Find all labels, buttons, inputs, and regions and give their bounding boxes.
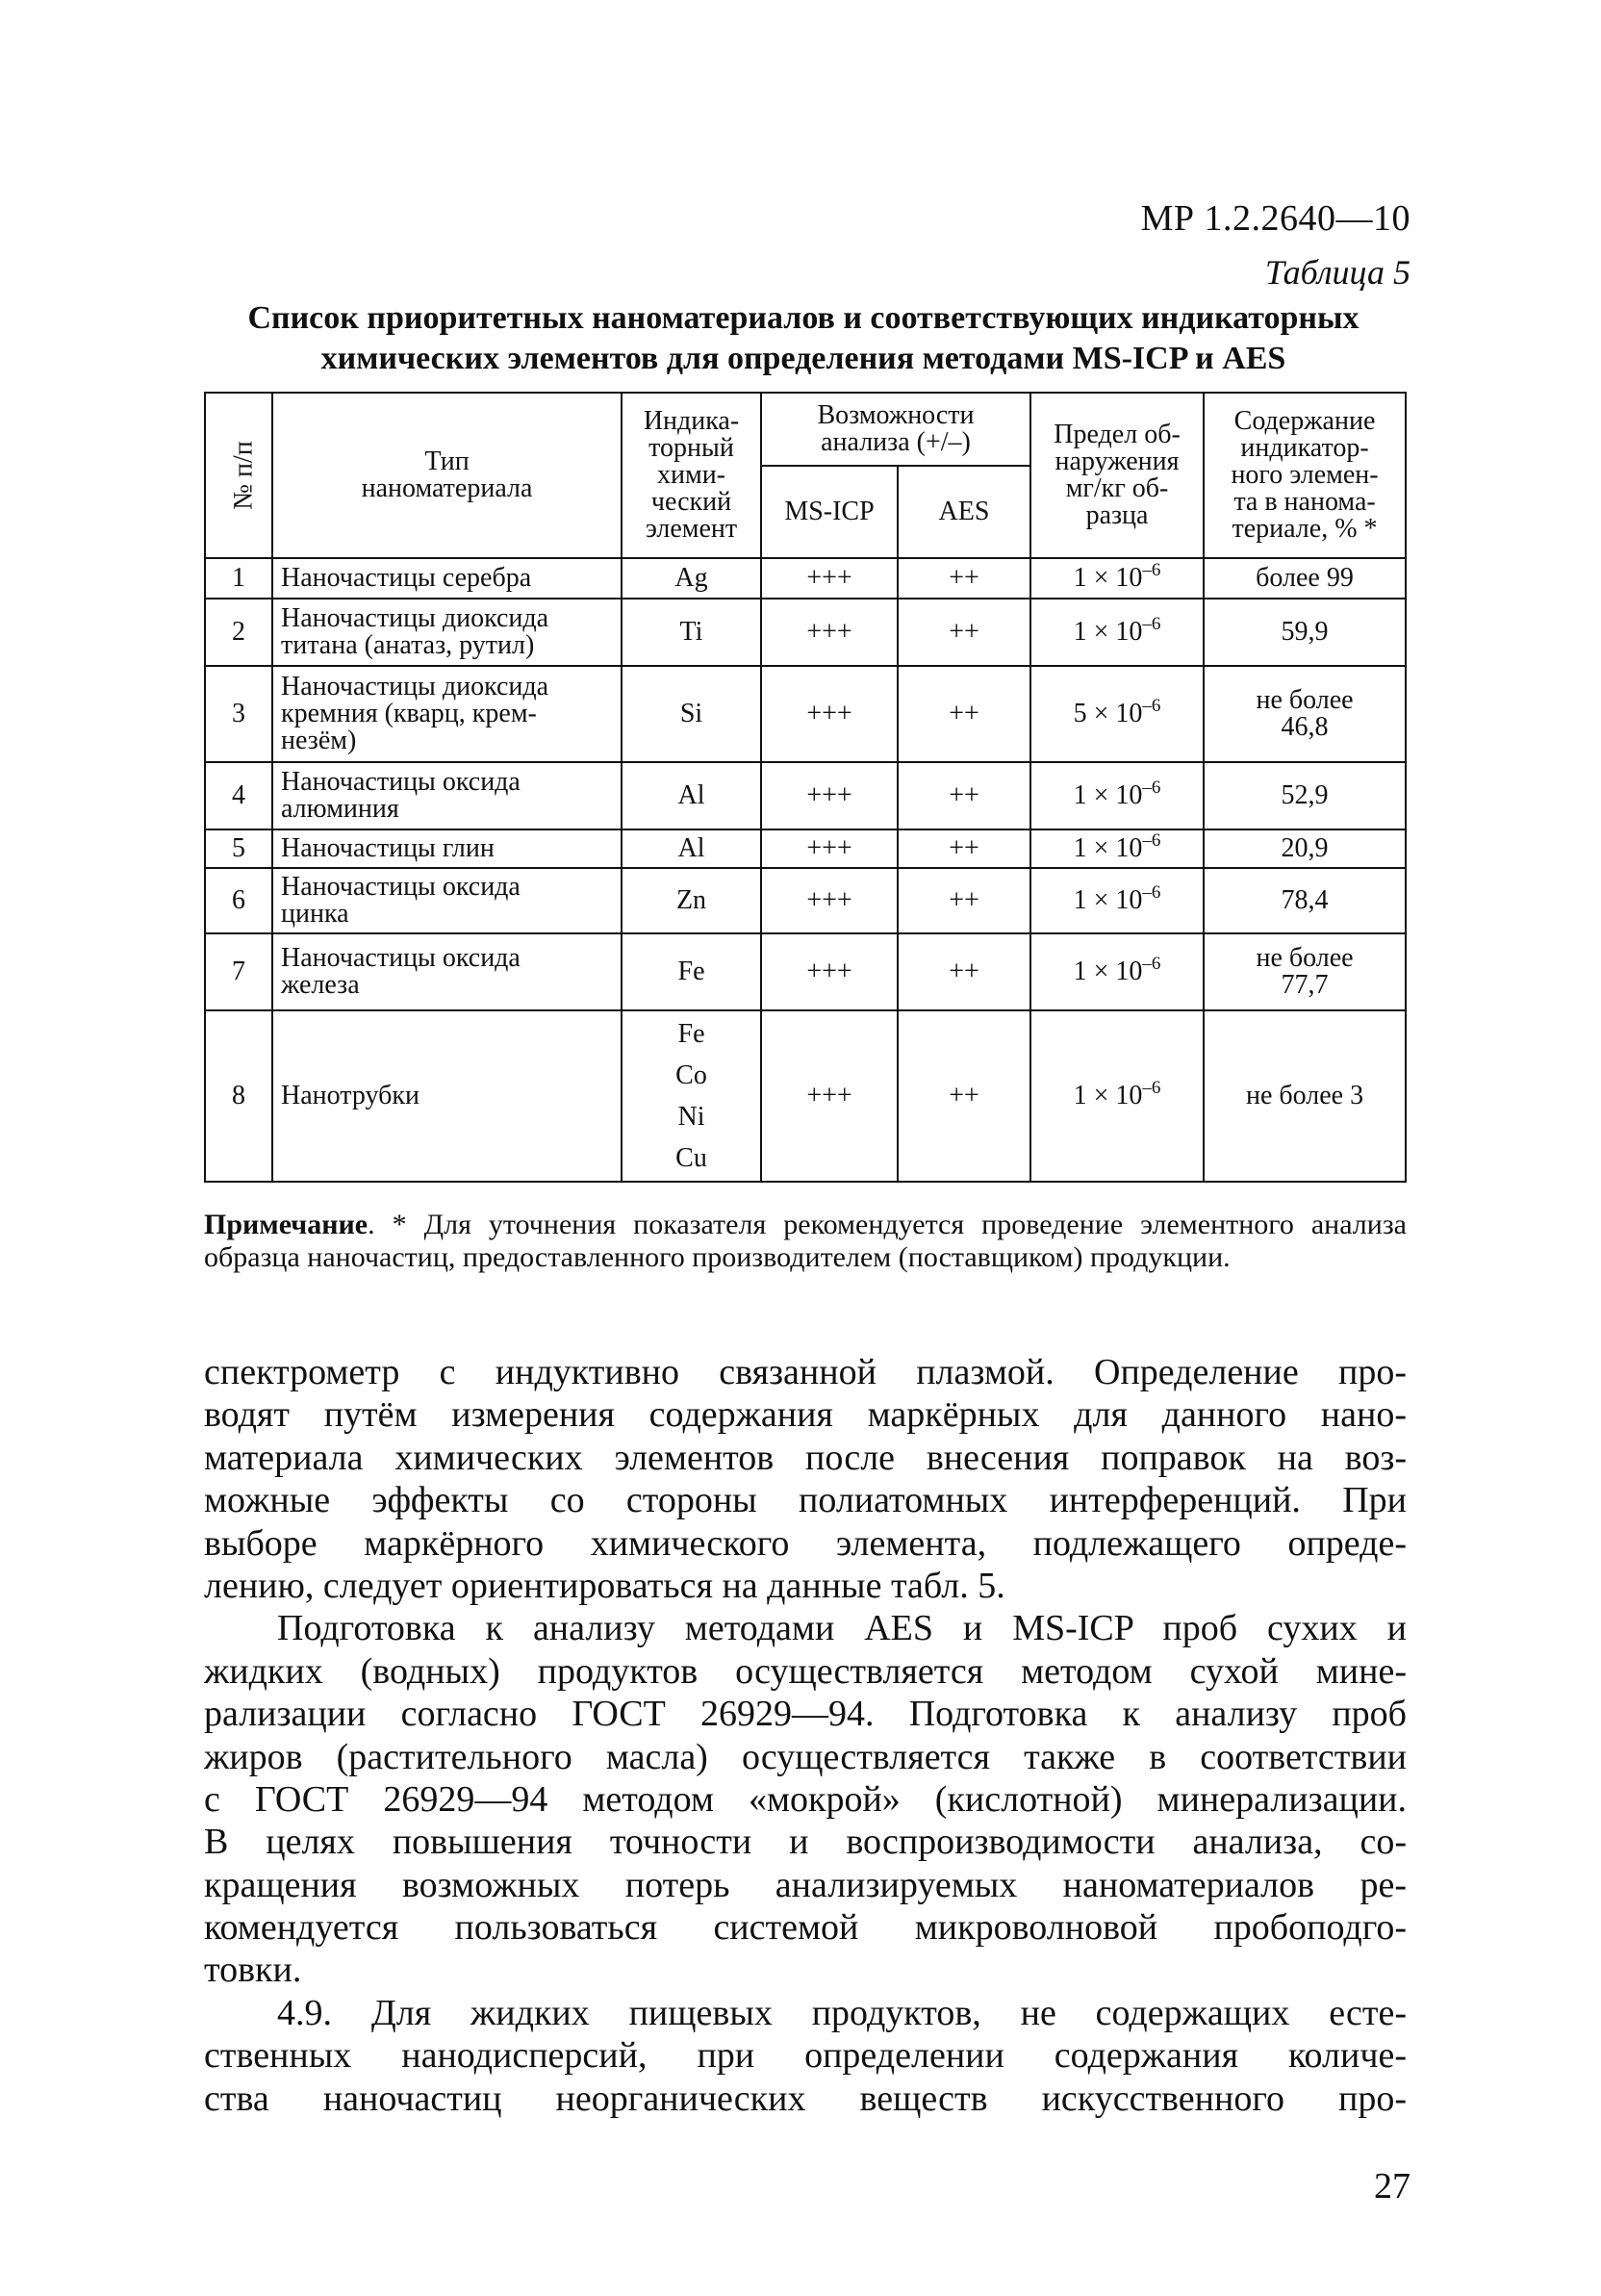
cell-name: Наночастицы оксида цинка [272,868,622,933]
cell-name: Наночастицы оксида алюминия [272,762,622,829]
body-line: комендуется пользоваться системой микроволновой пробоподго- [204,1907,1407,1949]
header-indicator: Индика- торный хими- ческий элемент [622,393,761,558]
table-row [205,558,1406,599]
cell-name: Наночастицы глин [272,829,622,868]
cell-aes: ++ [898,558,1030,599]
cell-element: Ag [622,558,761,599]
cell-limit: $1 \times 10^{-6}$ [1030,1010,1204,1182]
cell-content: не более 3 [1204,1010,1406,1182]
cell-num: 2 [205,599,272,666]
cell-aes: ++ [898,933,1030,1010]
cell-num: 7 [205,933,272,1010]
table-row [205,762,1406,829]
header-type: Тип наноматериала [272,393,622,558]
body-line: материала химических элементов после внесения поправок на воз- [204,1437,1407,1478]
cell-num: 3 [205,666,272,762]
body-line: жидких (водных) продуктов осуществляется методом сухой мине- [204,1650,1407,1692]
cell-content: 59,9 [1204,599,1406,666]
body-line: Подготовка к анализу методами AES и MS-ICP проб сухих и [277,1608,1407,1649]
cell-name: Наночастицы диоксида титана (анатаз, рутил) [272,599,622,666]
cell-limit: $1 \times 10^{-6}$ [1030,829,1204,868]
cell-ms-icp: +++ [761,762,898,829]
cell-aes: ++ [898,666,1030,762]
note-text: . * Для уточнения показателя рекомендуется проведение элементного анализа образца наночастиц, предоставленного производителем (поставщиком) продукции. [204,1209,1407,1273]
table-row [205,829,1406,868]
cell-element: Al [622,762,761,829]
table-title [202,298,1405,379]
nanomaterials-table [204,392,1407,1183]
cell-limit: $1 \times 10^{-6}$ [1030,868,1204,933]
page-number: 27 [1374,2166,1410,2207]
table-row [205,599,1406,666]
cell-ms-icp: +++ [761,1010,898,1182]
cell-element: Fe [622,933,761,1010]
body-text [204,1351,1407,2120]
cell-limit: $5 \times 10^{-6}$ [1030,666,1204,762]
cell-ms-icp: +++ [761,868,898,933]
cell-name: Наночастицы диоксида кремния (кварц, крем- незём) [272,666,622,762]
cell-element: Ti [622,599,761,666]
cell-limit: $1 \times 10^{-6}$ [1030,558,1204,599]
table-row [205,933,1406,1010]
cell-aes: ++ [898,599,1030,666]
note-label: Примечание [204,1209,368,1240]
table-row [205,868,1406,933]
body-line: кращения возможных потерь анализируемых наноматериалов ре- [204,1864,1407,1905]
cell-ms-icp: +++ [761,599,898,666]
cell-content: не более 77,7 [1204,933,1406,1010]
cell-limit: $1 \times 10^{-6}$ [1030,762,1204,829]
header-analysis: Возможности анализа (+/–) [761,393,1030,466]
body-line: ства наночастиц неорганических веществ искусственного про- [204,2078,1407,2119]
cell-name: Наночастицы оксида железа [272,933,622,1010]
cell-num: 1 [205,558,272,599]
table-row [205,1010,1406,1182]
body-line: В целях повышения точности и воспроизводимости анализа, со- [204,1822,1407,1863]
cell-name: Наночастицы серебра [272,558,622,599]
cell-ms-icp: +++ [761,829,898,868]
header-content: Содержание индикатор- ного элемен- та в нанома- териале, % * [1204,393,1406,558]
cell-aes: ++ [898,762,1030,829]
cell-num: 5 [205,829,272,868]
table-note [204,1209,1407,1274]
table-title-line: Список приоритетных наноматериалов и соответствующих индикаторных [247,300,1360,336]
cell-limit: $1 \times 10^{-6}$ [1030,599,1204,666]
cell-name: Нанотрубки [272,1010,622,1182]
cell-content: 52,9 [1204,762,1406,829]
table-row [205,666,1406,762]
document-code: МР 1.2.2640—10 [1140,198,1410,239]
body-line: ственных нанодисперсий, при определении содержания количе- [204,2035,1407,2077]
cell-aes: ++ [898,1010,1030,1182]
cell-num: 4 [205,762,272,829]
body-line: можные эффекты со стороны полиатомных интерференций. При [204,1480,1407,1521]
cell-content: 20,9 [1204,829,1406,868]
cell-num: 6 [205,868,272,933]
body-line: жиров (растительного масла) осуществляется также в соответствии [204,1736,1407,1777]
body-line: с ГОСТ 26929—94 методом «мокрой» (кислотной) минерализации. [204,1778,1407,1820]
cell-limit: $1 \times 10^{-6}$ [1030,933,1204,1010]
body-line: товки. [204,1950,302,1991]
cell-element: Al [622,829,761,868]
body-line: водят путём измерения содержания маркёрных для данного нано- [204,1394,1407,1436]
body-line: 4.9. Для жидких пищевых продуктов, не содержащих есте- [277,1992,1407,2033]
body-line: лению, следует ориентироваться на данные табл. 5. [204,1565,1005,1606]
cell-num: 8 [205,1010,272,1182]
cell-aes: ++ [898,868,1030,933]
body-line: спектрометр с индуктивно связанной плазмой. Определение про- [204,1352,1407,1392]
cell-ms-icp: +++ [761,933,898,1010]
cell-element: Zn [622,868,761,933]
body-line: рализации согласно ГОСТ 26929—94. Подготовка к анализу проб [204,1694,1407,1735]
cell-content: 78,4 [1204,868,1406,933]
cell-aes: ++ [898,829,1030,868]
cell-element: Fe Co Ni Cu [622,1010,761,1182]
header-limit: Предел об- наружения мг/кг об- разца [1030,393,1204,558]
cell-content: более 99 [1204,558,1406,599]
header-aes: AES [898,466,1030,558]
cell-element: Si [622,666,761,762]
header-num: № п/п [205,393,272,558]
cell-ms-icp: +++ [761,666,898,762]
body-line: выборе маркёрного химического элемента, подлежащего опреде- [204,1522,1407,1564]
table-title-line: химических элементов для определения методами MS-ICP и AES [320,341,1286,376]
cell-content: не более 46,8 [1204,666,1406,762]
header-ms-icp: MS-ICP [761,466,898,558]
cell-ms-icp: +++ [761,558,898,599]
table-label: Таблица 5 [1264,253,1410,292]
